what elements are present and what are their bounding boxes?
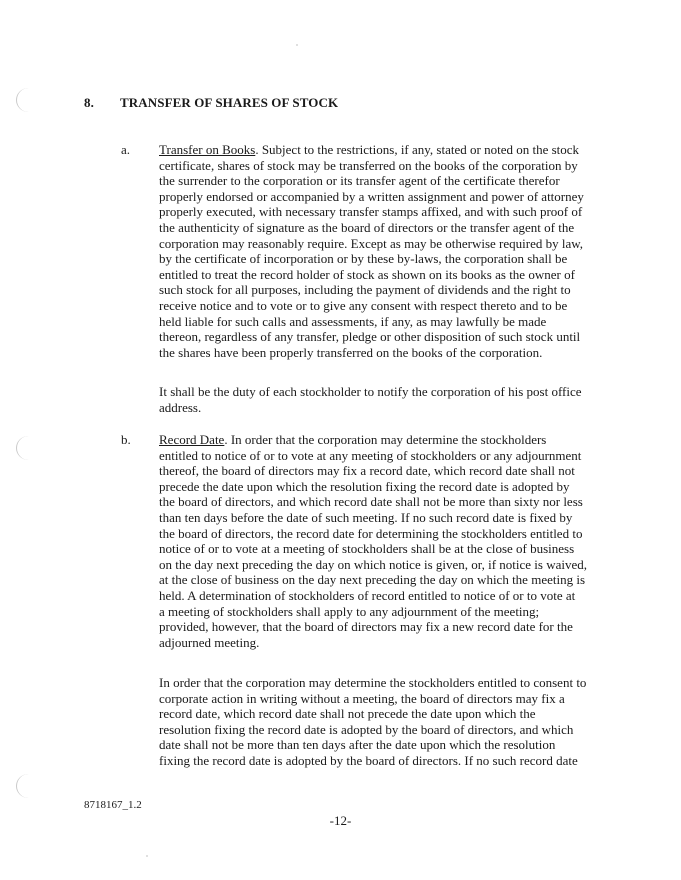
paragraph-line: entitled to notice of or to vote at any meeting of stockholders or any adjournment <box>159 447 582 463</box>
paragraph-line: held liable for such calls and assessments, if any, as may lawfully be made <box>159 313 547 329</box>
paragraph-line: Transfer on Books. Subject to the restrictions, if any, stated or noted on the stock <box>159 142 580 157</box>
paragraph-line: the board of directors, and which record date shall not be more than sixty nor less <box>159 494 583 510</box>
punch-hole-mark <box>16 436 41 460</box>
paragraph-line: the authenticity of signature as the board of directors or the transfer agent of the <box>159 219 575 235</box>
paragraph-line: It shall be the duty of each stockholder to notify the corporation of his post office <box>159 384 582 399</box>
paragraph-line: properly endorsed or accompanied by a written assignment and power of attorney <box>159 188 584 204</box>
paragraph-line: corporate action in writing without a meeting, the board of directors may fix a <box>159 690 565 706</box>
item-a-marker: a. <box>121 142 131 157</box>
paragraph-line: the surrender to the corporation or its transfer agent of the certificate therefor <box>159 173 560 189</box>
item-b-title: Record Date <box>159 432 225 447</box>
item-b-marker: b. <box>121 432 131 447</box>
paragraph-line: the board of directors, the record date for determining the stockholders entitled to <box>159 525 583 541</box>
section-number: 8. <box>84 95 94 110</box>
paragraph-line: thereon, regardless of any transfer, pledge or other disposition of such stock until <box>159 329 581 345</box>
paragraph-line: at the close of business on the day next preceding the day on which the meeting is <box>159 572 585 588</box>
paragraph-line: In order that the corporation may determine the stockholders entitled to consent to <box>159 675 587 690</box>
item-a-title: Transfer on Books <box>159 142 256 157</box>
paragraph-line: entitled to treat the record holder of stock as shown on its books as the owner of <box>159 266 575 282</box>
section-heading <box>84 95 338 111</box>
paragraph-line: certificate, shares of stock may be transferred on the books of the corporation by <box>159 157 578 173</box>
page-number: -12- <box>329 813 352 828</box>
paragraph-line: such stock for all purposes, including the payment of dividends and the right to <box>159 282 571 298</box>
document-id: 8718167_1.2 <box>84 799 142 811</box>
paragraph-line: by the certificate of incorporation or by these by-laws, the corporation shall be <box>159 251 568 267</box>
paragraph-line: corporation may reasonably require. Except as may be otherwise required by law, <box>159 235 584 251</box>
item-b-paragraph <box>159 432 587 650</box>
paragraph-line: address. <box>159 399 202 415</box>
paragraph-line: Record Date. In order that the corporation may determine the stockholders <box>159 432 547 447</box>
paragraph-line: held. A determination of stockholders of record entitled to notice of or to vote at <box>159 587 576 603</box>
paragraph-line: record date, which record date shall not precede the date upon which the <box>159 706 536 722</box>
paragraph-line: a meeting of stockholders shall apply to any adjournment of the meeting; <box>159 603 540 619</box>
punch-hole-mark <box>16 88 41 112</box>
section-title: TRANSFER OF SHARES OF STOCK <box>120 95 339 110</box>
paragraph-line: precede the date upon which the resolution fixing the record date is adopted by <box>159 478 570 494</box>
paragraph-line: than ten days before the date of such meeting. If no such record date is fixed by <box>159 509 573 525</box>
paragraph-line: the shares have been properly transferred on the books of the corporation. <box>159 344 543 360</box>
paragraph-line: adjourned meeting. <box>159 634 260 650</box>
item-b-paragraph-2 <box>159 675 586 769</box>
paragraph-line: on the day next preceding the day on which notice is given, or, if notice is waived, <box>159 556 587 572</box>
item-a-paragraph-2 <box>159 384 582 415</box>
scan-speck <box>146 855 148 857</box>
item-a-paragraph <box>159 142 584 360</box>
paragraph-line: thereof, the board of directors may fix a record date, which record date shall not <box>159 463 575 479</box>
paragraph-line: notice of or to vote at a meeting of stockholders shall be at the close of business <box>159 541 575 557</box>
paragraph-line: fixing the record date is adopted by the board of directors. If no such record date <box>159 752 578 768</box>
scan-speck <box>296 44 298 46</box>
paragraph-line: properly executed, with necessary transfer stamps affixed, and with such proof of <box>159 204 583 220</box>
paragraph-line: receive notice and to vote or to give any consent with respect thereto and to be <box>159 297 568 313</box>
paragraph-line: date shall not be more than ten days after the date upon which the resolution <box>159 737 556 753</box>
paragraph-line: provided, however, that the board of directors may fix a new record date for the <box>159 619 573 635</box>
paragraph-line: resolution fixing the record date is adopted by the board of directors, and which <box>159 721 574 737</box>
punch-hole-mark <box>16 774 41 798</box>
